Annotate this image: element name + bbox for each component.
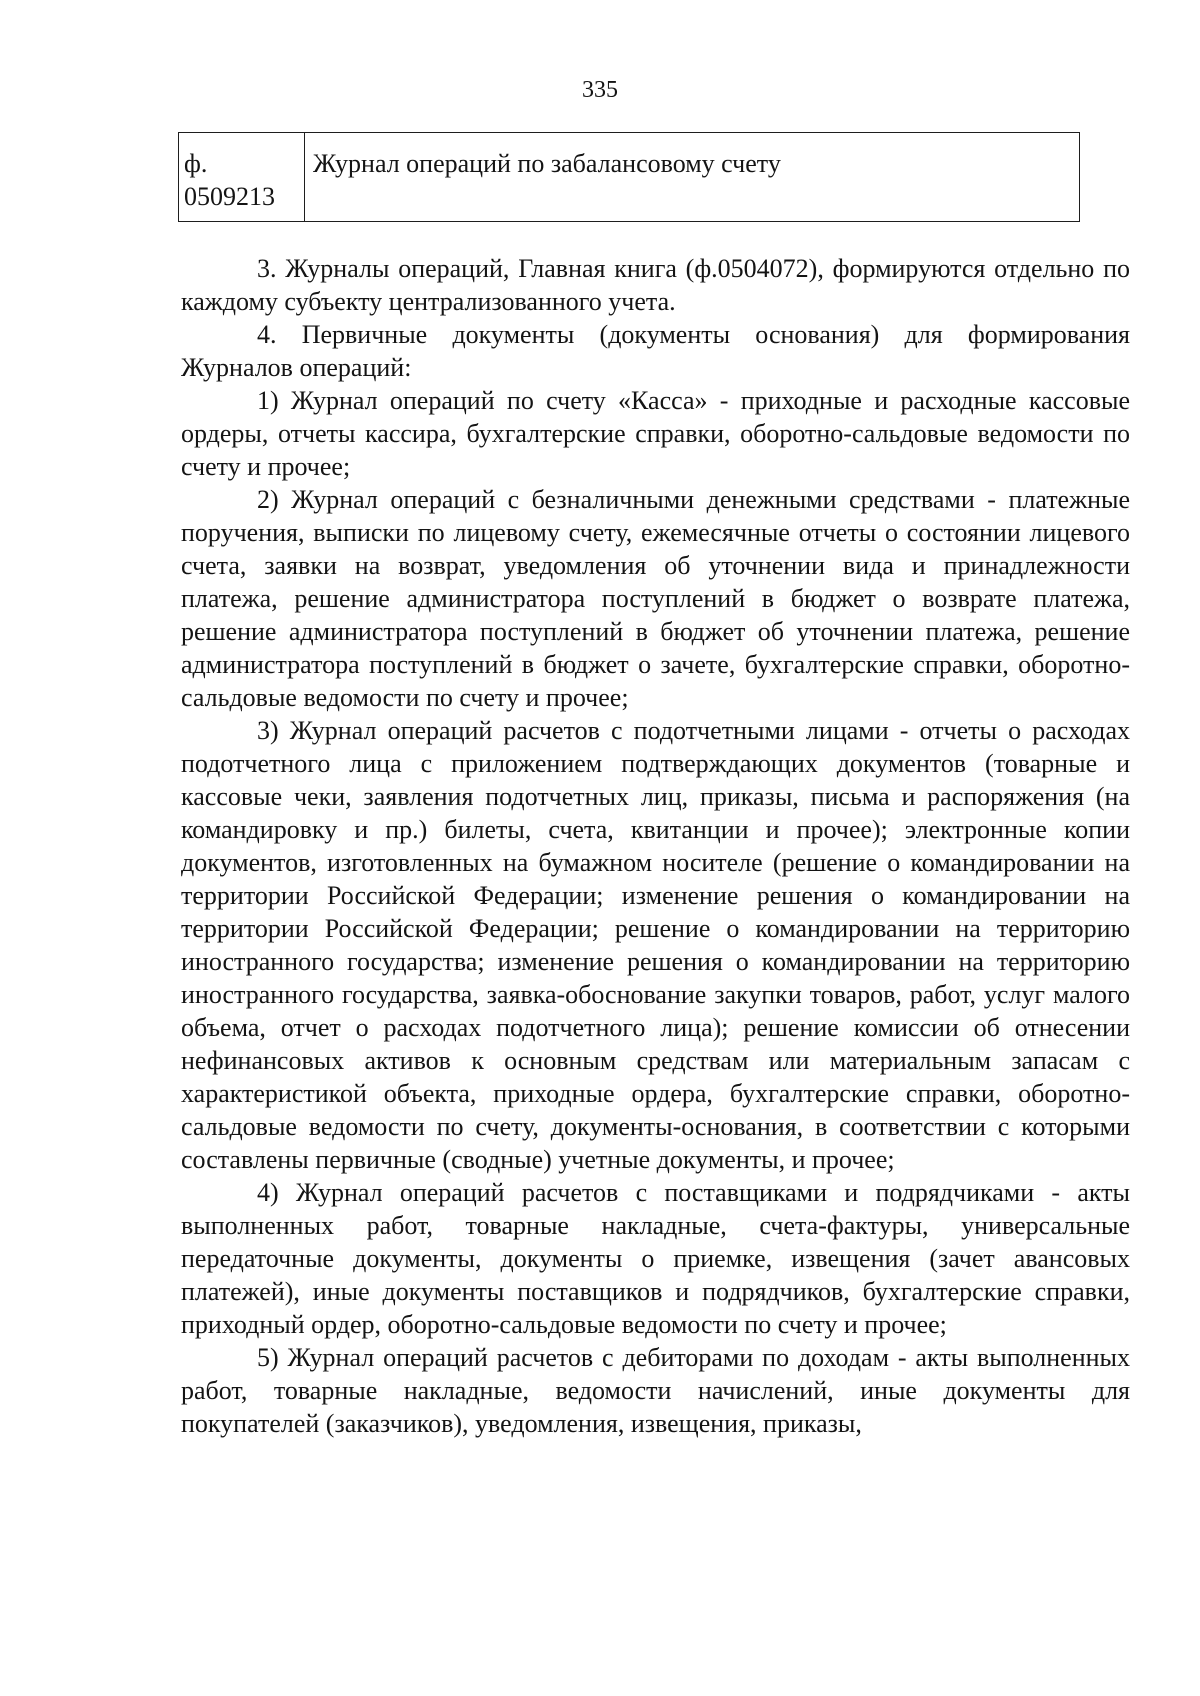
form-name-cell: Журнал операций по забалансовому счету — [305, 133, 1080, 222]
form-code-cell: ф. 0509213 — [179, 133, 305, 222]
form-table — [178, 132, 1080, 222]
list-item-4-suppliers-journal: 4) Журнал операций расчетов с поставщиками и подрядчиками - акты выполненных работ, товарные накладные, счета-фактуры, универсальные передаточные документы, документы о приемке, извещения (зачет авансовых платежей), иные документы поставщиков и подрядчиков, бухгалтерские справки, приходный ордер, оборотно-сальдовые ведомости по счету и прочее; — [181, 1178, 1130, 1339]
list-item-3-accountable-persons-journal: 3) Журнал операций расчетов с подотчетными лицами - отчеты о расходах подотчетного лица с приложением подтверждающих документов (товарные и кассовые чеки, заявления подотчетных лиц, приказы, письма и распоряжения (на командировку и пр.) билеты, счета, квитанции и прочее); электронные копии документов, изготовленных на бумажном носителе (решение о командировании на территории Российской Федерации; изменение решения о командировании на территории Российской Федерации; решение о командировании на территорию иностранного государства; изменение решения о командировании на территорию иностранного государства, заявка-обоснование закупки товаров, работ, услуг малого объема, отчет о расходах подотчетного лица); решение комиссии об отнесении нефинансовых активов к основным средствам или материальным запасам с характеристикой объекта, приходные ордера, бухгалтерские справки, оборотно-сальдовые ведомости по счету, документы-основания, в соответствии с которыми составлены первичные (сводные) учетные документы, и прочее; — [181, 716, 1130, 1174]
document-body — [181, 252, 1130, 1440]
paragraph-3: 3. Журналы операций, Главная книга (ф.0504072), формируются отдельно по каждому субъекту централизованного учета. — [181, 254, 1130, 316]
paragraph-4: 4. Первичные документы (документы основания) для формирования Журналов операций: — [181, 320, 1130, 382]
list-item-5-debtors-journal: 5) Журнал операций расчетов с дебиторами по доходам - акты выполненных работ, товарные накладные, ведомости начислений, иные документы для покупателей (заказчиков), уведомления, извещения, приказы, — [181, 1343, 1130, 1438]
page-number: 335 — [582, 77, 618, 103]
list-item-1-cash-journal: 1) Журнал операций по счету «Касса» - приходные и расходные кассовые ордеры, отчеты кассира, бухгалтерские справки, оборотно-сальдовые ведомости по счету и прочее; — [181, 386, 1130, 481]
form-table-row — [179, 133, 1080, 222]
list-item-2-noncash-journal: 2) Журнал операций с безналичными денежными средствами - платежные поручения, выписки по лицевому счету, ежемесячные отчеты о состоянии лицевого счета, заявки на возврат, уведомления об уточнении вида и принадлежности платежа, решение администратора поступлений в бюджет о возврате платежа, решение администратора поступлений в бюджет об уточнении платежа, решение администратора поступлений в бюджет о зачете, бухгалтерские справки, оборотно-сальдовые ведомости по счету и прочее; — [181, 485, 1130, 712]
